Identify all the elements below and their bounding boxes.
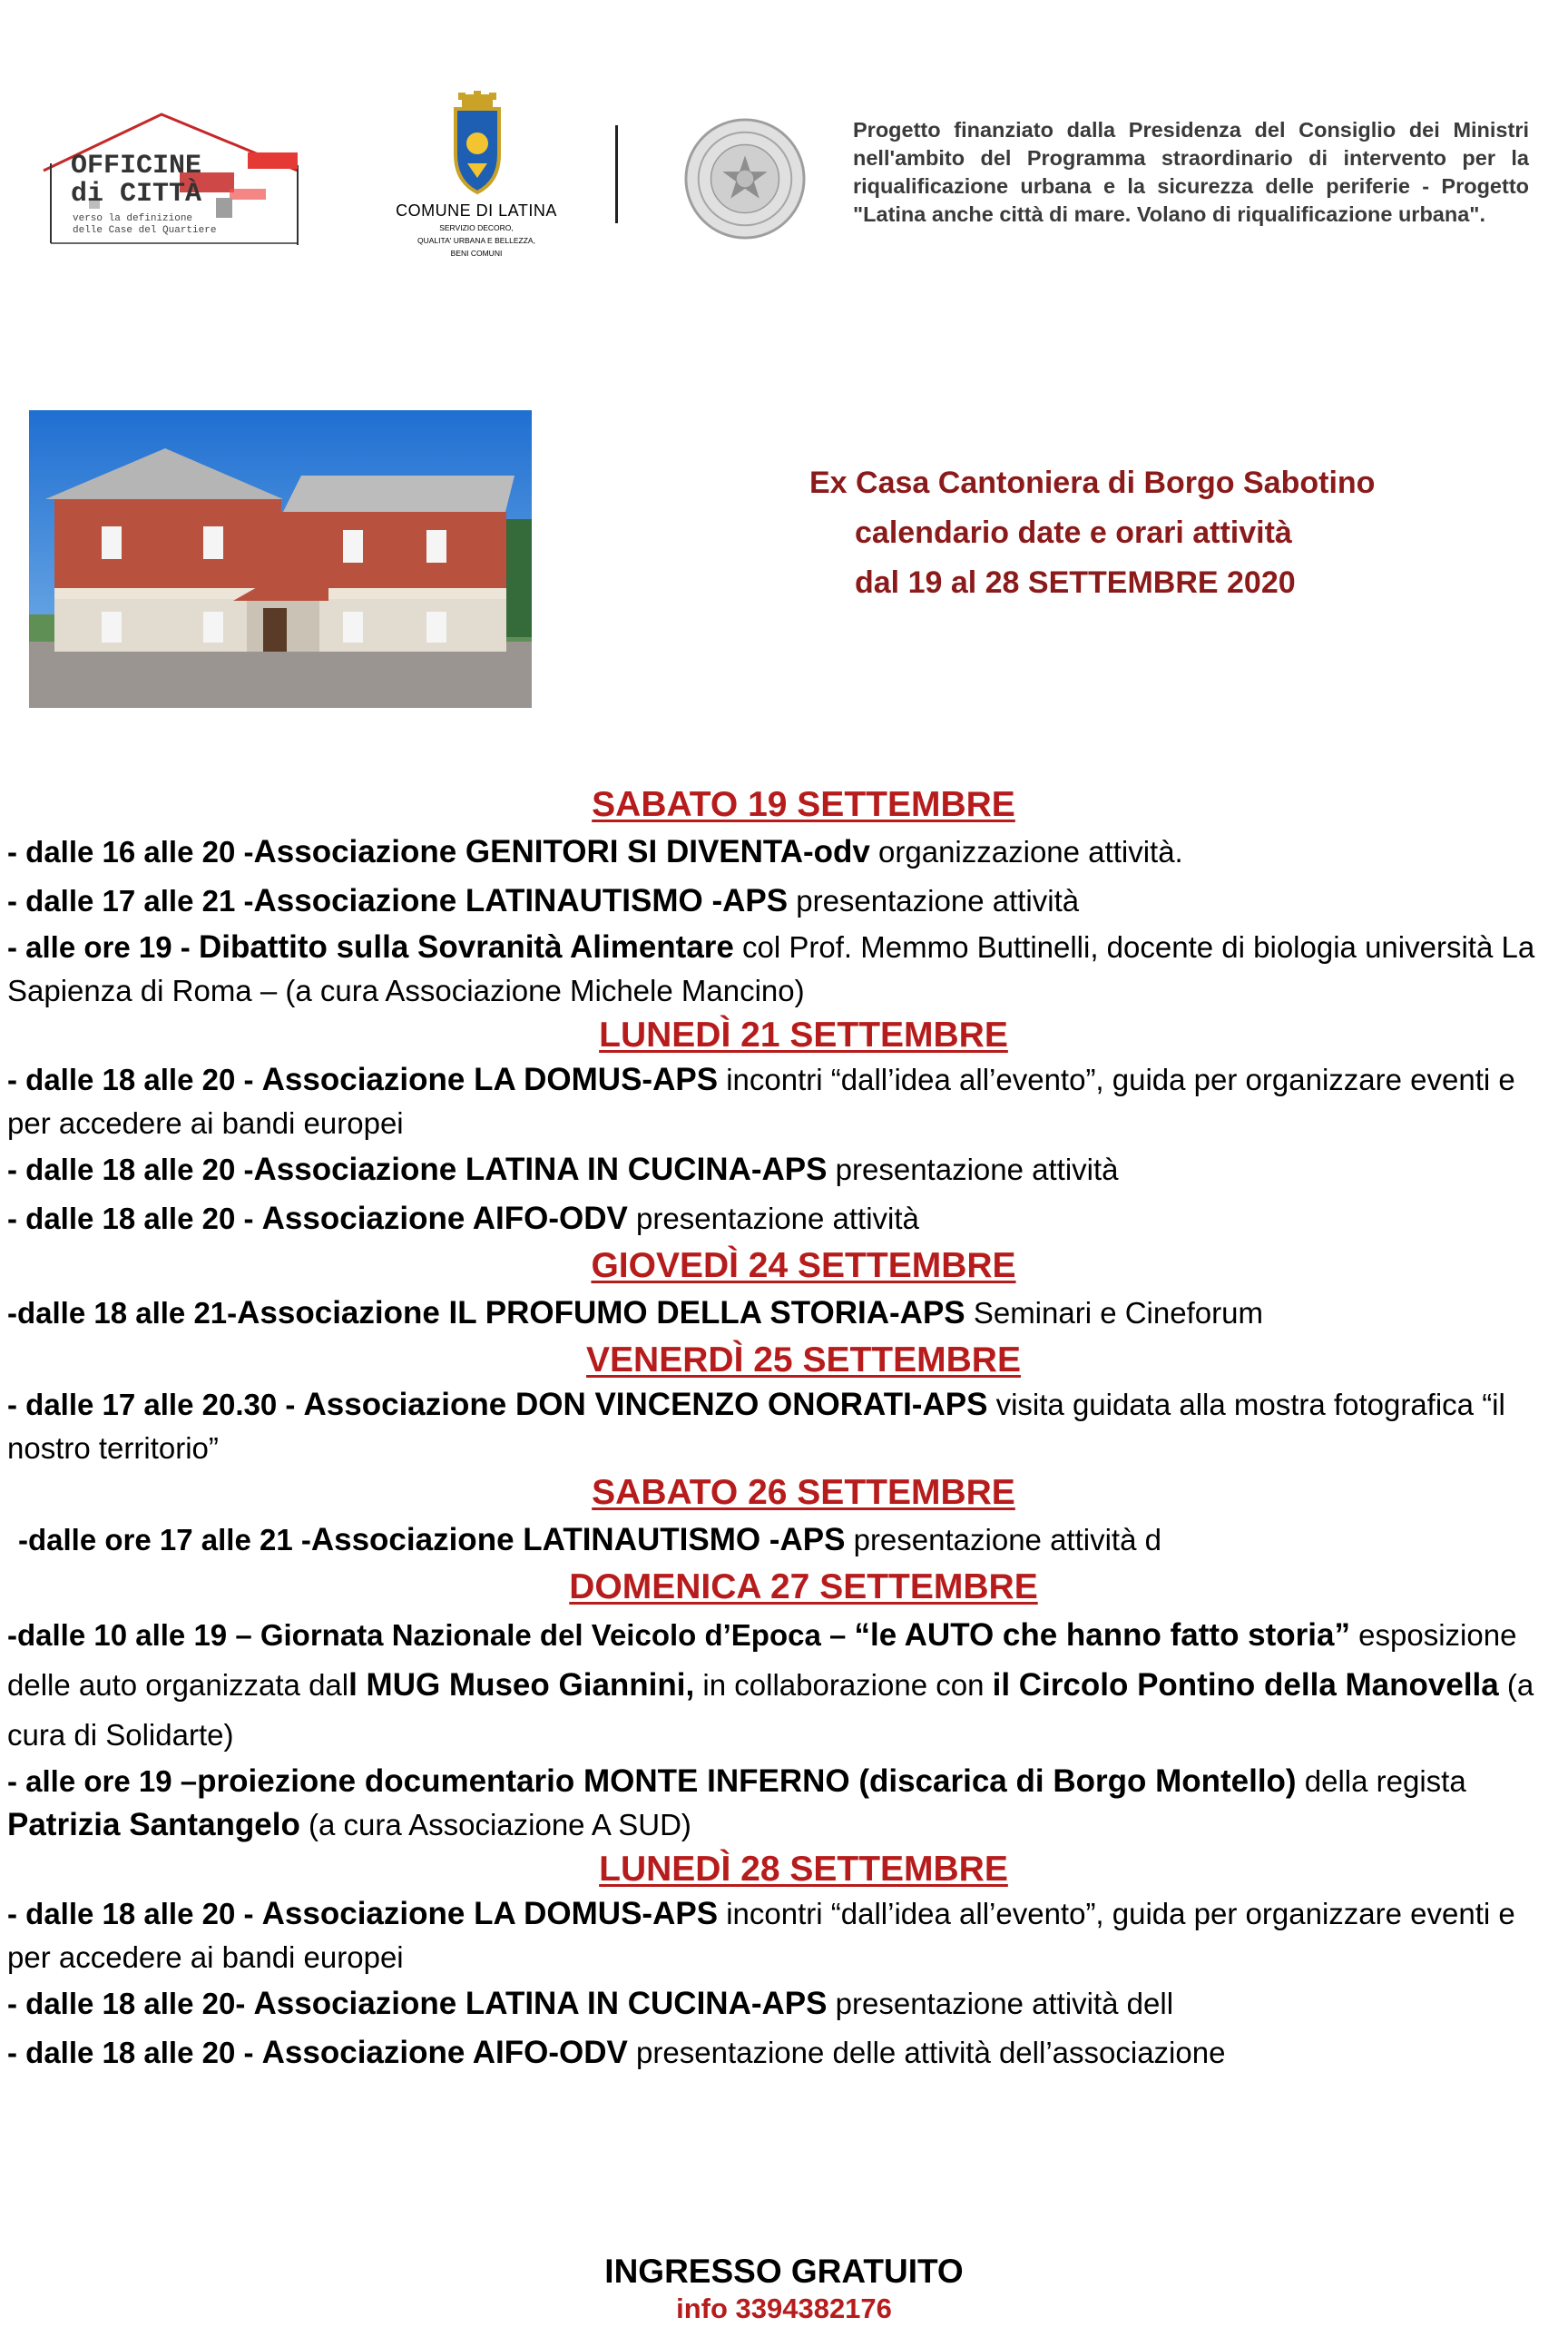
event-time: -dalle ore 17 alle 21 -: [18, 1523, 311, 1556]
event-27-auto-epoca: [7, 1610, 1563, 1760]
event-time: -dalle 10 alle 19 – Giornata Nazionale del Veicolo d’Epoca –: [7, 1618, 855, 1652]
event-time: - dalle 17 alle 21 -: [7, 884, 254, 918]
free-entry-label: INGRESSO GRATUITO: [604, 2253, 964, 2290]
event-25-onorati: [7, 1383, 1563, 1470]
event-org: Associazione LATINA IN CUCINA-APS: [253, 1152, 828, 1187]
title-line-1: Ex Casa Cantoniera di Borgo Sabotino: [809, 466, 1376, 500]
event-28-aifo: [7, 2028, 1563, 2077]
event-time: - dalle 18 alle 20 -: [7, 1153, 254, 1186]
schedule: [7, 782, 1563, 2077]
event-quote: “le AUTO che hanno fatto storia”: [854, 1617, 1350, 1653]
day-heading-27: DOMENICA 27 SETTEMBRE: [569, 1567, 1038, 1606]
event-desc: presentazione delle attività dell’associazione: [627, 2036, 1226, 2069]
footer: [0, 2253, 1568, 2327]
event-desc: incontri “dall’idea all’evento”, guida per organizzare eventi e per accedere ai bandi europei: [7, 1897, 1515, 1974]
event-desc: presentazione attività d: [845, 1523, 1161, 1556]
officine-logo-line1: OFFICINE: [71, 151, 202, 182]
title-line-3: dal 19 al 28 SETTEMBRE 2020: [855, 565, 1296, 600]
title-line-2: calendario date e orari attività: [855, 515, 1292, 550]
event-org: Associazione LA DOMUS-APS: [261, 1062, 719, 1097]
comune-subtitle-2: QUALITA' URBANA E BELLEZZA,: [417, 236, 535, 245]
event-21-aifo: [7, 1194, 1563, 1243]
event-27-monte-inferno: [7, 1760, 1563, 1847]
event-desc: visita guidata alla mostra fotografica “il nostro territorio”: [7, 1388, 1505, 1465]
project-funding-text: Progetto finanziato dalla Presidenza del Consiglio dei Ministri nell'ambito del Programma straordinario di intervento per la riqualificazione urbana e la sicurezza delle periferie - Progetto "Latina anche città di mare. Volano di riqualificazione urbana".: [853, 118, 1529, 226]
event-org: Dibattito sulla Sovranità Alimentare: [198, 929, 734, 965]
event-26-latinautismo: [7, 1516, 1563, 1565]
day-heading-28: LUNEDÌ 28 SETTEMBRE: [599, 1850, 1008, 1889]
event-desc: della regista: [1296, 1764, 1466, 1798]
comune-subtitle-1: SERVIZIO DECORO,: [439, 223, 514, 232]
event-desc: (a cura Associazione A SUD): [299, 1808, 691, 1841]
building-photo: [29, 410, 532, 708]
event-time: -dalle 18 alle 21-: [7, 1296, 238, 1330]
event-org: Associazione GENITORI SI DIVENTA-odv: [253, 834, 870, 869]
event-org: Associazione LATINAUTISMO -APS: [310, 1522, 846, 1557]
event-19-latinautismo: [7, 877, 1563, 926]
header-divider: [615, 125, 618, 223]
event-desc: presentazione attività: [627, 1202, 919, 1235]
comune-label: [368, 201, 585, 259]
event-28-cucina: [7, 1979, 1563, 2028]
event-title-block: [753, 458, 1497, 608]
event-time: - dalle 18 alle 20 -: [7, 1897, 262, 1930]
event-21-cucina: [7, 1145, 1563, 1194]
event-time: - dalle 18 alle 20 -: [7, 1063, 262, 1096]
event-28-domus: [7, 1892, 1563, 1979]
event-org: Associazione DON VINCENZO ONORATI-APS: [303, 1387, 988, 1422]
event-desc: presentazione attività: [827, 1153, 1119, 1186]
officine-logo-line2: di CITTÀ: [71, 179, 202, 210]
officine-di-citta-logo: [34, 107, 316, 252]
info-phone: info 3394382176: [676, 2293, 892, 2324]
repubblica-seal-icon: [682, 116, 808, 241]
comune-name: COMUNE DI LATINA: [396, 201, 557, 220]
event-time: - dalle 18 alle 20-: [7, 1987, 254, 2020]
event-org: l MUG Museo Giannini,: [348, 1667, 695, 1703]
event-org: il Circolo Pontino della Manovella: [992, 1667, 1499, 1703]
event-desc: presentazione attività: [788, 884, 1080, 918]
day-heading-21: LUNEDÌ 21 SETTEMBRE: [599, 1016, 1008, 1055]
event-desc: incontri “dall’idea all’evento”, guida per organizzare eventi e per accedere ai bandi europei: [7, 1063, 1515, 1140]
event-time: - dalle 17 alle 20.30 -: [7, 1388, 304, 1421]
officine-logo-tagline1: verso la definizione: [73, 213, 193, 224]
event-24-profumo: [7, 1289, 1563, 1338]
event-person: Patrizia Santangelo: [7, 1807, 300, 1842]
event-desc: col Prof. Memmo Buttinelli, docente di biologia università La Sapienza di Roma – (a cura Associazione Michele Mancino): [7, 930, 1535, 1007]
event-desc: (a cura di Solidarte): [7, 1668, 1534, 1752]
event-time: - dalle 16 alle 20 -: [7, 835, 254, 869]
event-time: - alle ore 19 -: [7, 930, 199, 964]
event-desc: presentazione attività dell: [827, 1987, 1174, 2020]
event-org: Associazione LATINAUTISMO -APS: [253, 883, 789, 918]
event-time: - alle ore 19 –: [7, 1764, 198, 1798]
event-19-genitori: [7, 828, 1563, 877]
event-21-domus: [7, 1058, 1563, 1145]
event-org: Associazione LA DOMUS-APS: [261, 1896, 719, 1931]
day-heading-19: SABATO 19 SETTEMBRE: [592, 785, 1015, 824]
day-heading-25: VENERDÌ 25 SETTEMBRE: [586, 1340, 1021, 1380]
event-time: - dalle 18 alle 20 -: [7, 1202, 262, 1235]
day-heading-26: SABATO 26 SETTEMBRE: [592, 1473, 1015, 1512]
event-org: Associazione AIFO-ODV: [261, 2035, 628, 2070]
event-19-dibattito: [7, 926, 1563, 1013]
event-org: Associazione IL PROFUMO DELLA STORIA-APS: [237, 1295, 965, 1330]
event-org: proiezione documentario MONTE INFERNO (discarica di Borgo Montello): [197, 1763, 1297, 1799]
event-desc: in collaborazione con: [694, 1668, 993, 1702]
event-desc: Seminari e Cineforum: [965, 1296, 1263, 1330]
event-org: Associazione LATINA IN CUCINA-APS: [253, 1986, 828, 2021]
comune-subtitle-3: BENI COMUNI: [450, 249, 503, 258]
event-desc: organizzazione attività.: [869, 835, 1183, 869]
day-heading-24: GIOVEDÌ 24 SETTEMBRE: [591, 1246, 1016, 1285]
officine-logo-tagline2: delle Case del Quartiere: [73, 225, 217, 236]
event-time: - dalle 18 alle 20 -: [7, 2036, 262, 2069]
event-org: Associazione AIFO-ODV: [261, 1201, 628, 1236]
event-desc: esposizione delle auto organizzata dal: [7, 1618, 1517, 1702]
